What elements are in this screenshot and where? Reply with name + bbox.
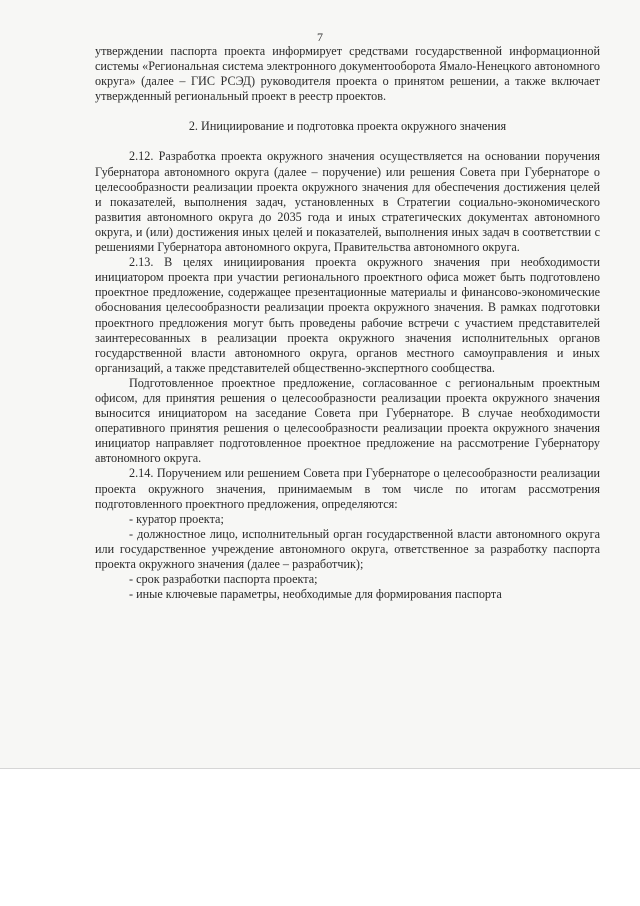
list-item-parameters: - иные ключевые параметры, необходимые для формирования паспорта [129,587,502,602]
document-body [95,44,600,602]
paragraph-2-12: 2.12. Разработка проекта окружного значения осуществляется на основании поручения Губернатора автономного округа (далее – поручение) или решения Совета при Губернаторе о целесообразности реализации проекта окружного значения для обеспечения достижения целей и показателей, выполнения задач, установленных в Стратегии социально-экономического развития автономного округа до 2035 года и иных стратегических документах автономного округа, и (или) достижения иных целей и показателей, выполнения иных задач в соответствии с решениями Губернатора автономного округа, Правительства автономного округа. [95,149,600,255]
section-heading: 2. Инициирование и подготовка проекта окружного значения [188,119,507,134]
paragraph-continuation: утверждении паспорта проекта информирует средствами государственной информационной системы «Региональная система электронного документооборота Ямало-Ненецкого автономного округа» (далее – ГИС РСЭД) руководителя проекта о принятом решении, а также включает утвержденный региональный проект в реестр проектов. [95,44,600,104]
list-item-developer: - должностное лицо, исполнительный орган государственной власти автономного округа или государственное учреждение автономного округа, ответственное за разработку паспорта проекта окружного значения (далее – разработчик); [95,526,600,571]
page-number: 7 [317,30,323,44]
paragraph-2-14: 2.14. Поручением или решением Совета при Губернаторе о целесообразности реализации проекта окружного значения, принимаемым в том числе по итогам рассмотрения подготовленного проектного предложения, определяются: [95,466,600,511]
list-item-deadline: - срок разработки паспорта проекта; [129,572,318,587]
list-item-curator: - куратор проекта; [129,511,224,526]
paragraph-2-13: 2.13. В целях инициирования проекта окружного значения при необходимости инициатором проекта при участии регионального проектного офиса может быть подготовлено проектное предложение, содержащее презентационные материалы и финансово-экономические обоснования целесообразности реализации проекта окружного значения. В рамках подготовки проектного предложения могут быть проведены рабочие встречи с участием представителей заинтересованных в реализации проекта окружного значения исполнительных органов государственной власти автономного округа, органов местного самоуправления и иных организаций, а также представителей общественно-экспертного сообщества. [95,255,600,375]
blank-margin [0,769,640,906]
paragraph-proposal: Подготовленное проектное предложение, согласованное с региональным проектным офисом, для принятия решения о целесообразности реализации проекта окружного значения выносится инициатором на заседание Совета при Губернаторе. В случае необходимости оперативного принятия решения о целесообразности реализации проекта окружного значения инициатор направляет подготовленное проектное предложение на рассмотрение Губернатору автономного округа. [95,375,600,466]
